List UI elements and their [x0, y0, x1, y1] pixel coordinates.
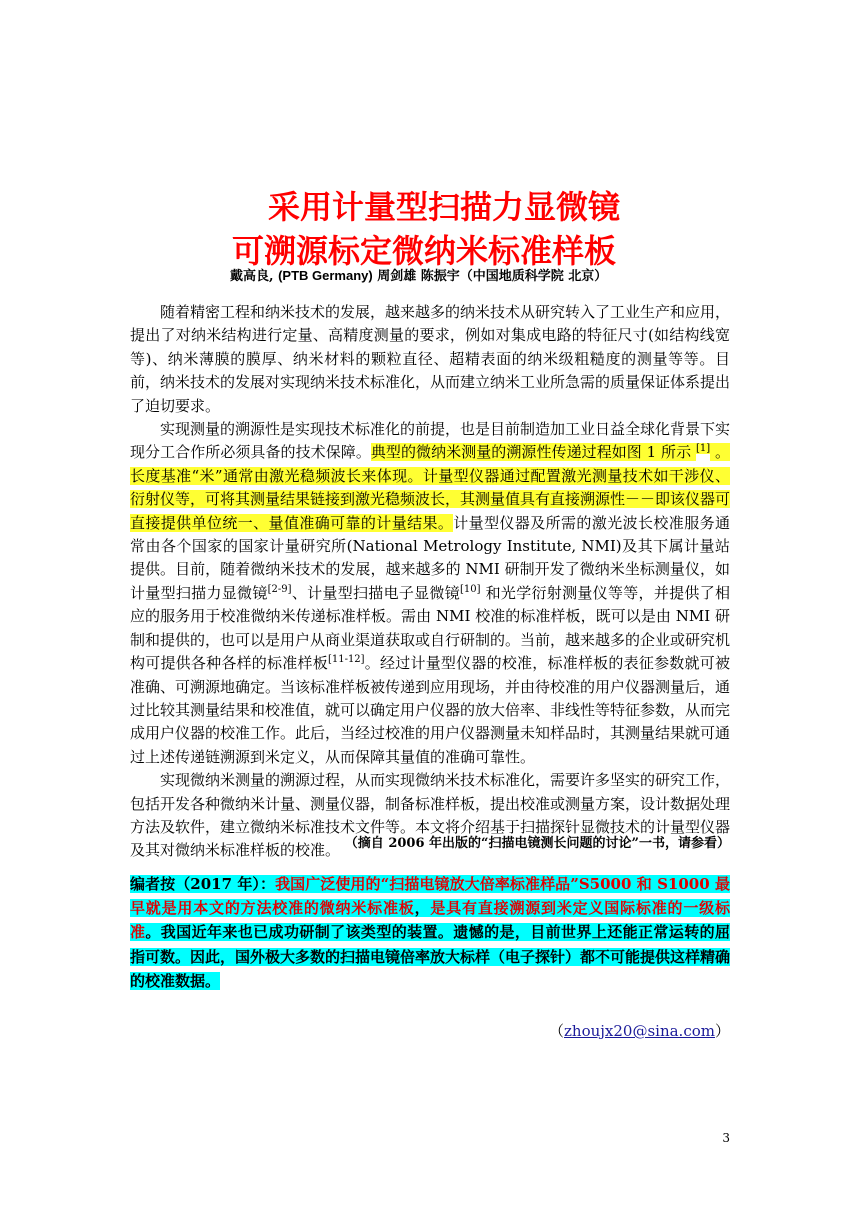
editor-note-rest: 。我国近年来也已成功研制了该类型的装置。遗憾的是，目前世界上还能正常运转的屈指可数。因此，国外极大多数的扫描电镜倍率放大标样（电子探针）都不可能提供这样精确的校准数据。 [130, 923, 731, 990]
reference-1: [1] [695, 443, 711, 455]
title-line-2: 可溯源标定微纳米标准样板 [231, 232, 616, 270]
author-name-1: 戴高良, [230, 269, 279, 284]
para2-highlight-2: 。长度基准“米”通常由激光稳频波长来体现。计量型仪器通过配置激光测量技术如干涉仪、衍射仪等，可将其测量结果链接到激光稳频波长，其测量值具有直接溯源性－－即该仪器可直接提供单位统一、量值准确可靠的计量结果。 [130, 443, 731, 532]
editor-note-red-1: 我国广泛使用的“扫描电镜放大倍率标准样品”S5000 和 S1000 最早就是用本文的方法校准的微纳米标准板 [130, 875, 730, 918]
contact-close: ） [714, 1022, 730, 1040]
reference-4: [11-12] [327, 654, 365, 666]
para2-text-3: 、计量型扫描电子显微镜 [291, 583, 461, 602]
contact-line [500, 1020, 730, 1041]
contact-open: （ [548, 1022, 564, 1040]
author-affiliation-1: (PTB Germany) [278, 268, 373, 283]
editor-note-label: 编者按（2017 年）： [130, 875, 276, 893]
title-line-1: 采用计量型扫描力显微镜 [267, 188, 620, 226]
page-number: 3 [722, 1131, 730, 1145]
editor-note [130, 872, 730, 993]
para2-text-1: 实现测量的溯源性是实现技术标准化的前提，也是目前制造加工业日益全球化背景下实现分工合作所必须具备的技术保障。 [130, 420, 731, 462]
paragraph-1: 随着精密工程和纳米技术的发展，越来越多的纳米技术从研究转入了工业生产和应用，提出了对纳米结构进行定量、高精度测量的要求，例如对集成电路的特征尺寸(如结构线宽等)、纳米薄膜的膜厚、纳米材料的颗粒直径、超精表面的纳米级粗糙度的测量等等。目前，纳米技术的发展对实现纳米技术标准化，从而建立纳米工业所急需的质量保证体系提出了迫切要求。 [130, 303, 731, 415]
para2-text-4: 和光学衍射测量仪等等，并提供了相应的服务用于校准微纳米传递标准样板。需由 NMI 校准的标准样板，既可以是由 NMI 研制和提供的，也可以是用户从商业渠道获取或自行研制的。当前，越来越多的企业或研究机构可提供各种各样的标准样板 [130, 583, 731, 673]
author-names-2: 周剑雄 陈振宇（中国地质科学院 北京） [372, 269, 608, 284]
para2-text-2: 计量型仪器及所需的激光波长校准服务通常由各个国家的国家计量研究所(National Metrology Institute, NMI)及其下属计量站提供。目前，随着微纳米技术的发展，越来越多的 NMI 研制开发了微纳米坐标测量仪，如计量型扫描力显微镜 [130, 513, 730, 602]
reference-2: [2-9] [267, 583, 292, 595]
paragraph-3: 实现微纳米测量的溯源过程，从而实现微纳米技术标准化，需要许多坚实的研究工作，包括开发各种微纳米计量、测量仪器，制备标准样板，提出校准或测量方案，设计数据处理方法及软件，建立微纳米标准技术文件等。本文将介绍基于扫描探针显微技术的计量型仪器及其对微纳米标准样板的校准。 [130, 771, 731, 860]
authors-line [230, 265, 650, 284]
para2-highlight-1: 典型的微纳米测量的溯源性传递过程如图 1 所示 [370, 443, 696, 462]
para2-text-5: 。经过计量型仪器的校准，标准样板的表征参数就可被准确、可溯源地确定。当该标准样板被传递到应用现场，并由待校准的用户仪器测量后，通过比较其测量结果和校准值，就可以确定用户仪器的放大倍率、非线性等特征参数，从而完成用户仪器的校准工作。此后，当经过校准的用户仪器测量未知样品时，其测量结果就可通过上述传递链溯源到米定义，从而保障其量值的准确可靠性。 [130, 654, 731, 766]
body-text [130, 301, 730, 863]
email-link[interactable]: zhoujx20@sina.com [564, 1022, 715, 1040]
editor-note-comma: ， [414, 899, 431, 918]
source-note: （摘自 2006 年出版的“扫描电镜测长问题的讨论”一书，请参看） [344, 836, 730, 851]
paragraph-2 [130, 418, 730, 769]
editor-note-red-2: 是具有直接溯源到米定义国际标准的一级标准 [130, 899, 730, 942]
reference-3: [10] [460, 583, 481, 595]
